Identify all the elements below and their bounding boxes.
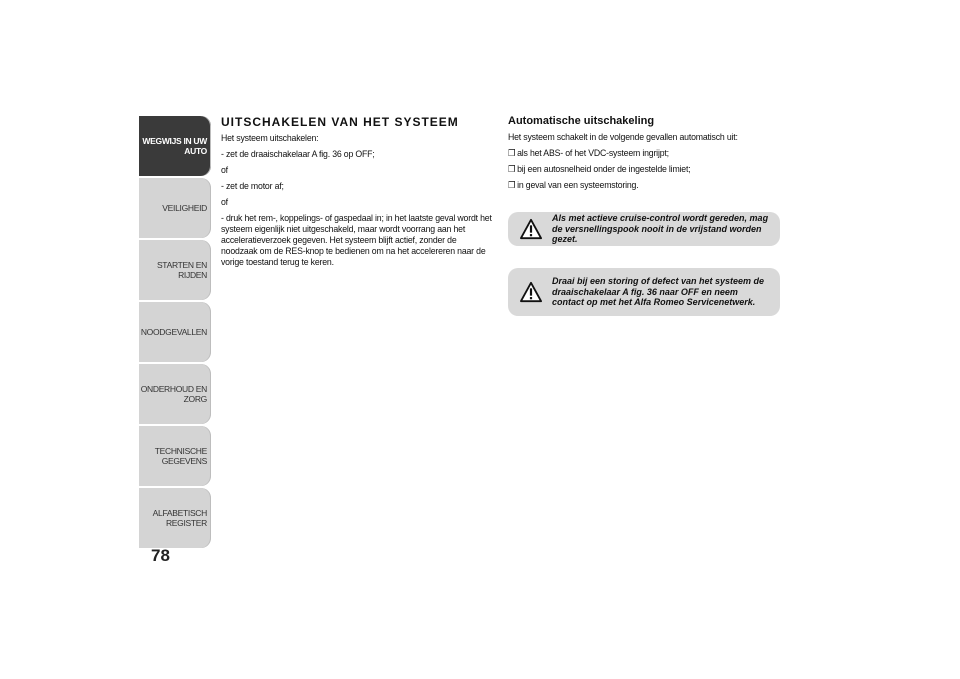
subsection-heading: Automatische uitschakeling xyxy=(508,115,655,127)
checkbox-bullet-icon: ❒ xyxy=(508,164,516,174)
warning-triangle-icon xyxy=(520,281,542,303)
list-item xyxy=(508,148,781,159)
tab-label: WEGWIJS IN UW AUTO xyxy=(142,136,207,156)
warning-box xyxy=(508,212,780,246)
intro-text: Het systeem schakelt in de volgende gevallen automatisch uit: xyxy=(508,132,738,143)
tab-starten-en-rijden[interactable] xyxy=(139,240,211,300)
list-item xyxy=(508,164,781,175)
tab-onderhoud-en-zorg[interactable] xyxy=(139,364,211,424)
tab-noodgevallen[interactable] xyxy=(139,302,211,362)
paragraph: - zet de motor af; xyxy=(221,181,284,192)
paragraph: Het systeem uitschakelen: xyxy=(221,133,319,144)
list-item-text: bij een autosnelheid onder de ingestelde limiet; xyxy=(517,164,691,175)
section-heading: UITSCHAKELEN VAN HET SYSTEEM xyxy=(221,115,459,129)
tab-alfabetisch-register[interactable] xyxy=(139,488,211,548)
warning-text: Als met actieve cruise-control wordt gereden, mag de versnellingspook nooit in de vrijstand worden gezet. xyxy=(552,213,769,245)
tab-label: ALFABETISCH REGISTER xyxy=(152,508,207,528)
paragraph: - zet de draaischakelaar A fig. 36 op OFF; xyxy=(221,149,375,160)
tab-technische-gegevens[interactable] xyxy=(139,426,211,486)
tab-label: VEILIGHEID xyxy=(162,203,207,213)
page-number: 78 xyxy=(151,546,170,565)
checkbox-bullet-icon: ❒ xyxy=(508,180,516,190)
tab-wegwijs-in-uw-auto[interactable] xyxy=(139,116,211,176)
list-item-text: in geval van een systeemstoring. xyxy=(517,180,639,191)
checkbox-bullet-icon: ❒ xyxy=(508,148,516,158)
chapter-tabs xyxy=(139,116,211,550)
warning-text: Draai bij een storing of defect van het systeem de draaischakelaar A fig. 36 naar OFF en neem contact op met het Alfa Romeo Servicenetwerk. xyxy=(552,276,765,308)
right-column xyxy=(508,115,783,196)
tab-veiligheid[interactable] xyxy=(139,178,211,238)
tab-label: NOODGEVALLEN xyxy=(140,327,207,337)
paragraph: - druk het rem-, koppelings- of gaspedaal in; in het laatste geval wordt het systeem eigenlijk niet uitgeschakeld, maar wordt voorrang aan het acceleratieverzoek gegeven. Het systeem blijft actief, zonder de noodzaak om de RES-knop te bedienen om na het accelereren naar de vorige toestand terug te keren. xyxy=(221,213,492,268)
tab-label: STARTEN EN RIJDEN xyxy=(156,260,207,280)
tab-label: TECHNISCHE GEGEVENS xyxy=(154,446,207,466)
paragraph: of xyxy=(221,165,228,176)
paragraph: of xyxy=(221,197,228,208)
tab-label: ONDERHOUD EN ZORG xyxy=(140,384,207,404)
left-column xyxy=(221,115,496,273)
list-item-text: als het ABS- of het VDC-systeem ingrijpt; xyxy=(517,148,669,159)
warning-triangle-icon xyxy=(520,218,542,240)
warning-box xyxy=(508,268,780,316)
list-item xyxy=(508,180,781,191)
